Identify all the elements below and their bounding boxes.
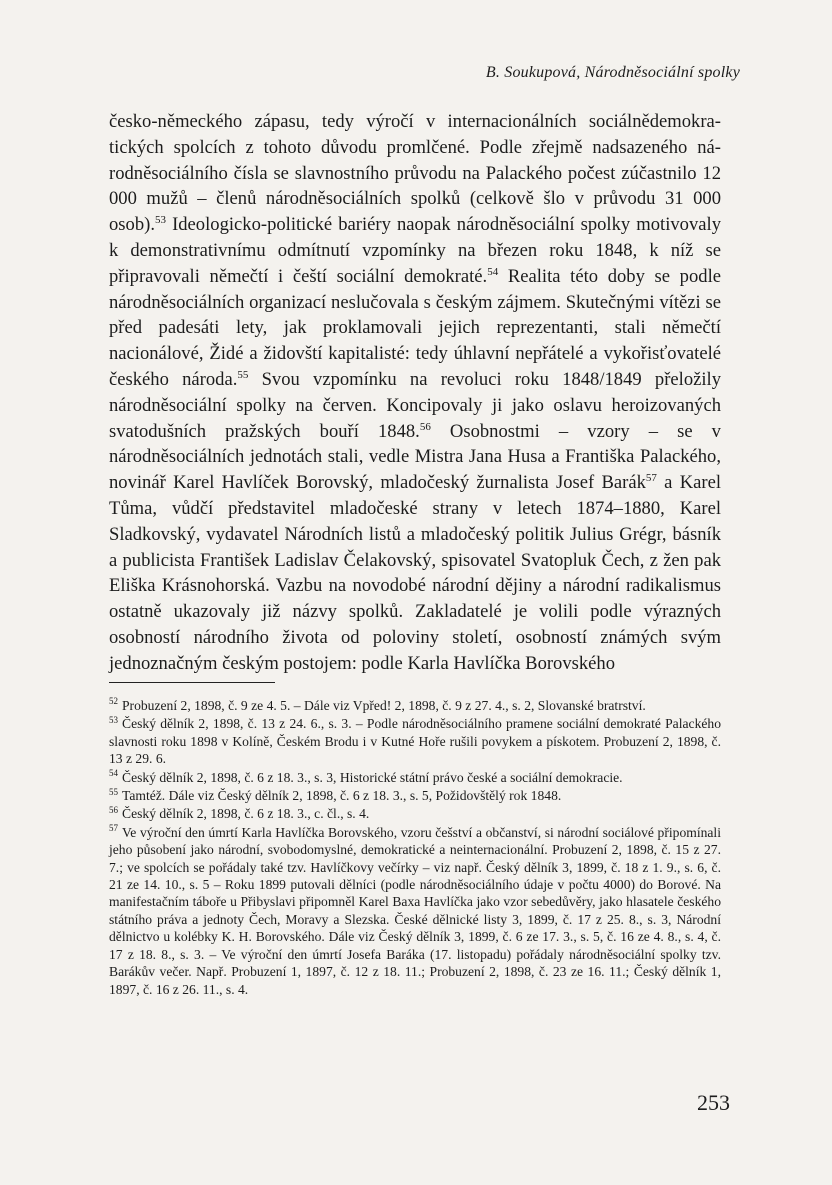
footnote-reference[interactable]: 54 xyxy=(487,265,499,278)
text-segment: Svou vzpomínku na revoluci roku 1848/1849 přeložily národněsociální spolky na červen. Koncipovaly ji jako oslavu heroizovaných svatodušních pražských bouří 1848. xyxy=(109,368,721,442)
footnote-number: 53 xyxy=(109,714,118,725)
footnote xyxy=(109,787,721,804)
footnote xyxy=(109,697,721,714)
footnote-reference[interactable]: 55 xyxy=(237,368,249,381)
footnote-number: 57 xyxy=(109,823,118,834)
footnote-text: Český dělník 2, 1898, č. 13 z 24. 6., s. 3. – Podle národněsociálního pramene sociální demokraté Palackého slavnosti roku 1898 v Kolíně, Českém Brodu i v Kutné Hoře rušili povykem a pískotem. Probuzení 2, 1898, č. 13 z 29. 6. xyxy=(109,716,721,767)
footnote-number: 56 xyxy=(109,804,118,815)
footnote-text: Český dělník 2, 1898, č. 6 z 18. 3., c. čl., s. 4. xyxy=(122,806,370,822)
footnote xyxy=(109,715,721,767)
footnote-number: 55 xyxy=(109,786,118,797)
footnote-reference[interactable]: 57 xyxy=(645,471,657,484)
page-number: 253 xyxy=(697,1090,730,1115)
footnote-text: Probuzení 2, 1898, č. 9 ze 4. 5. – Dále viz Vpřed! 2, 1898, č. 9 z 27. 4., s. 2, Slovanské bratrství. xyxy=(122,698,646,713)
footnote-reference[interactable]: 53 xyxy=(154,214,166,226)
text-segment: Ideologicko-politické bariéry naopak národněsociální spolky motivovaly k demonstrativnímu odmítnutí vzpomínky na březen roku 1848, k níž se připravovali němečtí i čeští sociální demokraté. xyxy=(109,214,721,287)
footnote-separator xyxy=(109,682,275,683)
footnotes xyxy=(109,697,721,999)
main-text xyxy=(109,109,721,677)
text-segment: a Karel Tůma, vůdčí představitel mladočeské strany v letech 1874–1880, Karel Sladkovský, vydavatel Národních listů a mladočeský politik Julius Grégr, básník a publicista František Ladislav Čelakovský, spisovatel Svatopluk Čech, z žen pak Eliška Krásnohorská. Vazbu na novodobé národní dějiny a národní radikalismus ostatně ukazovaly již názvy spolků. Zakladatelé je volili podle výrazných osobností národního života od poloviny století, osobností známých svým jednoznačným českým postojem: podle Karla Havlíčka Borovského xyxy=(109,472,721,674)
main-paragraph xyxy=(109,109,721,677)
footnote-number: 52 xyxy=(109,696,118,707)
footnote-number: 54 xyxy=(109,768,118,779)
footnote xyxy=(109,769,721,786)
running-header: B. Soukupová, Národněsociální spolky xyxy=(485,64,740,81)
footnote-text: Tamtéž. Dále viz Český dělník 2, 1898, č. 6 z 18. 3., s. 5, Požidovštělý rok 1848. xyxy=(122,788,562,804)
footnote xyxy=(109,805,721,822)
footnote-text: Český dělník 2, 1898, č. 6 z 18. 3., s. 3, Historické státní právo české a sociální demokracie. xyxy=(122,769,623,785)
text-segment: Realita této doby se podle národněsociálních organizací neslučovala s českým zájmem. Skutečnými vítězi se před padesáti lety, jak proklamovali jejich reprezentanti, stali němečtí nacionálové, Židé a židovští kapitalisté: tedy úhlavní nepřátelé a vykořisťovatelé českého národa. xyxy=(109,265,721,390)
footnote-reference[interactable]: 56 xyxy=(419,420,431,433)
text-segment: česko-německého zápasu, tedy výročí v internacionálních sociálnědemokratických spolcích z tohoto důvodu promlčené. Podle zřejmě nadsazeného národněsociálního čísla se slavnostního průvodu na Palackého počest zúčastnilo 12 000 mužů – členů národněsociálních spolků (celkově šlo v průvodu 31 000 osob). xyxy=(109,111,721,236)
footnote-text: Ve výroční den úmrtí Karla Havlíčka Borovského, vzoru češství a občanství, si národní sociálové připomínali jeho působení jako národní, svobodomyslné, demokratické a neinternacionální. Probuzení 2, 1898, č. 15 z 27. 7.; ve spolcích se pořádaly také tzv. Havlíčkovy večírky – viz např. Český dělník 3, 1899, č. 18 z 1. 9., s. 6, č. 21 ze 14. 10., s. 5 – Roku 1899 putovali dělníci (podle národněsociálního údaje v počtu 4000) do Borové. Na manifestačním táboře u Přibyslavi připomněl Karel Baxa Havlíčka jako vzor sebedůvěry, jako hlasatele českého státního práva a jednoty Čech, Moravy a Slezska. České dělnické listy 3, 1899, č. 17 z 25. 8., s. 3, Národní dělnictvo u kolébky K. H. Borovského. Dále viz Český dělník 3, 1899, č. 6 ze 17. 3., s. 5, č. 16 ze 4. 8., s. 4, č. 17 z 18. 8., s. 3. – Ve výroční den úmrtí Josefa Baráka (17. listopadu) pořádaly národněsociální spolky tzv. Barákův večer. Např. Probuzení 1, 1897, č. 12 z 18. 11.; Probuzení 2, 1898, č. 23 ze 16. 11.; Český dělník 1, 1897, č. 16 z 26. 11., s. 4. xyxy=(109,824,721,997)
footnote xyxy=(109,824,721,998)
text-segment: Osobnostmi – vzory – se v národněsociálních jednotách stali, vedle Mistra Jana Husa a Františka Palackého, novinář Karel Havlíček Borovský, mladočeský žurnalista Josef Barák xyxy=(109,420,721,494)
